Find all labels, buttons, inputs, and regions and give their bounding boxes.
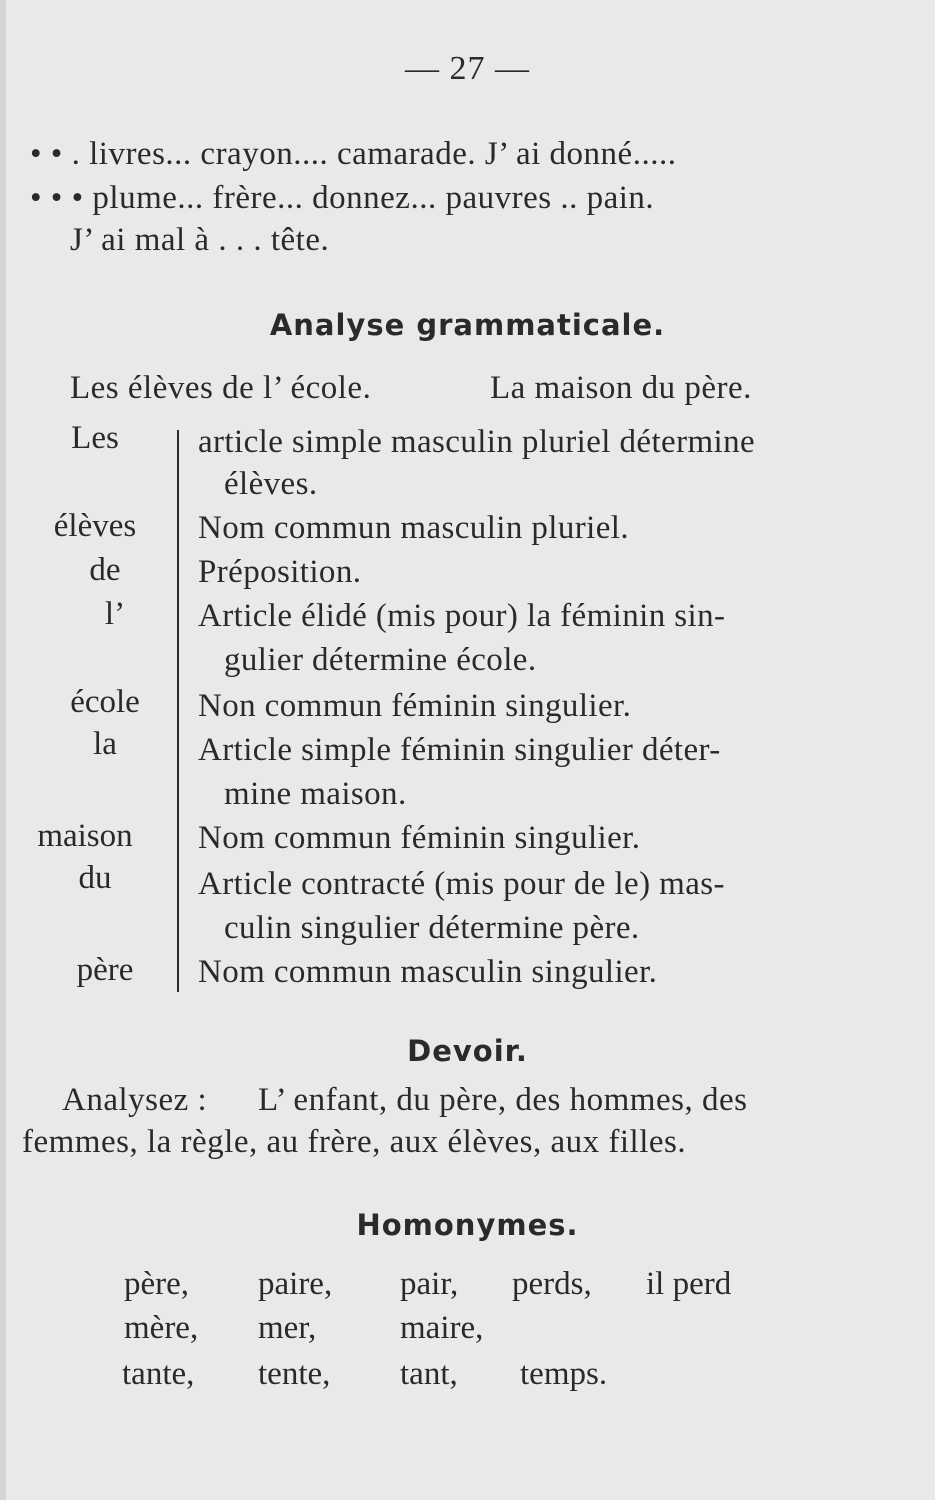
devoir-line: femmes, la règle, au frère, aux élèves, aux filles.	[22, 1124, 687, 1160]
homonym-word: tente,	[258, 1356, 331, 1392]
analysis-desc-cont: gulier détermine école.	[224, 642, 537, 678]
analysis-desc-cont: mine maison.	[224, 776, 407, 812]
homonym-word: maire,	[400, 1310, 484, 1346]
analysis-desc-cont: culin singulier détermine père.	[224, 910, 640, 946]
homonym-word: tant,	[400, 1356, 458, 1392]
page-edge	[0, 0, 6, 1500]
homonym-word: perds,	[512, 1266, 592, 1302]
analysis-word: de	[89, 552, 121, 588]
analysis-desc: article simple masculin pluriel détermine	[198, 424, 756, 460]
analysis-desc: Article simple féminin singulier déter-	[198, 732, 721, 768]
page-number: — 27 —	[405, 50, 530, 87]
analysis-desc: Nom commun masculin pluriel.	[198, 510, 629, 546]
homonym-word: temps.	[520, 1356, 608, 1392]
analysis-desc: Nom commun masculin singulier.	[198, 954, 658, 990]
homonym-word: paire,	[258, 1266, 333, 1302]
analysis-word: Les	[71, 420, 119, 456]
devoir-label: Analysez :	[62, 1082, 208, 1118]
analysis-word: du	[78, 860, 112, 896]
analysis-word: père	[76, 952, 134, 988]
analysis-desc-cont: élèves.	[224, 466, 318, 502]
analysis-word: maison	[37, 818, 133, 854]
devoir-heading: Devoir.	[407, 1034, 528, 1068]
analysis-word: l’	[104, 596, 126, 632]
analyse-example-right: La maison du père.	[490, 370, 752, 406]
homonymes-heading: Homonymes.	[356, 1208, 579, 1242]
devoir-line: L’ enfant, du père, des hommes, des	[258, 1082, 748, 1118]
analyse-example-left: Les élèves de l’ école.	[70, 370, 372, 406]
analysis-word: élèves	[53, 508, 137, 544]
homonym-word: mer,	[258, 1310, 317, 1346]
analysis-desc: Article contracté (mis pour de le) mas-	[198, 866, 725, 902]
intro-line: • • . livres... crayon.... camarade. J’ ai donné.....	[30, 136, 677, 172]
homonym-word: mère,	[124, 1310, 199, 1346]
analysis-word: école	[70, 684, 140, 720]
homonym-word: pair,	[400, 1266, 459, 1302]
analysis-desc: Non commun féminin singulier.	[198, 688, 632, 724]
analysis-desc: Préposition.	[198, 554, 362, 590]
homonym-word: il perd	[646, 1266, 732, 1302]
analysis-desc: Nom commun féminin singulier.	[198, 820, 641, 856]
analyse-heading: Analyse grammaticale.	[269, 308, 666, 342]
intro-line: J’ ai mal à . . . tête.	[70, 222, 330, 258]
intro-line: • • • plume... frère... donnez... pauvres .. pain.	[30, 180, 655, 216]
analysis-desc: Article élidé (mis pour) la féminin sin-	[198, 598, 726, 634]
homonym-word: tante,	[122, 1356, 195, 1392]
analysis-word: la	[93, 726, 117, 762]
homonym-word: père,	[124, 1266, 190, 1302]
